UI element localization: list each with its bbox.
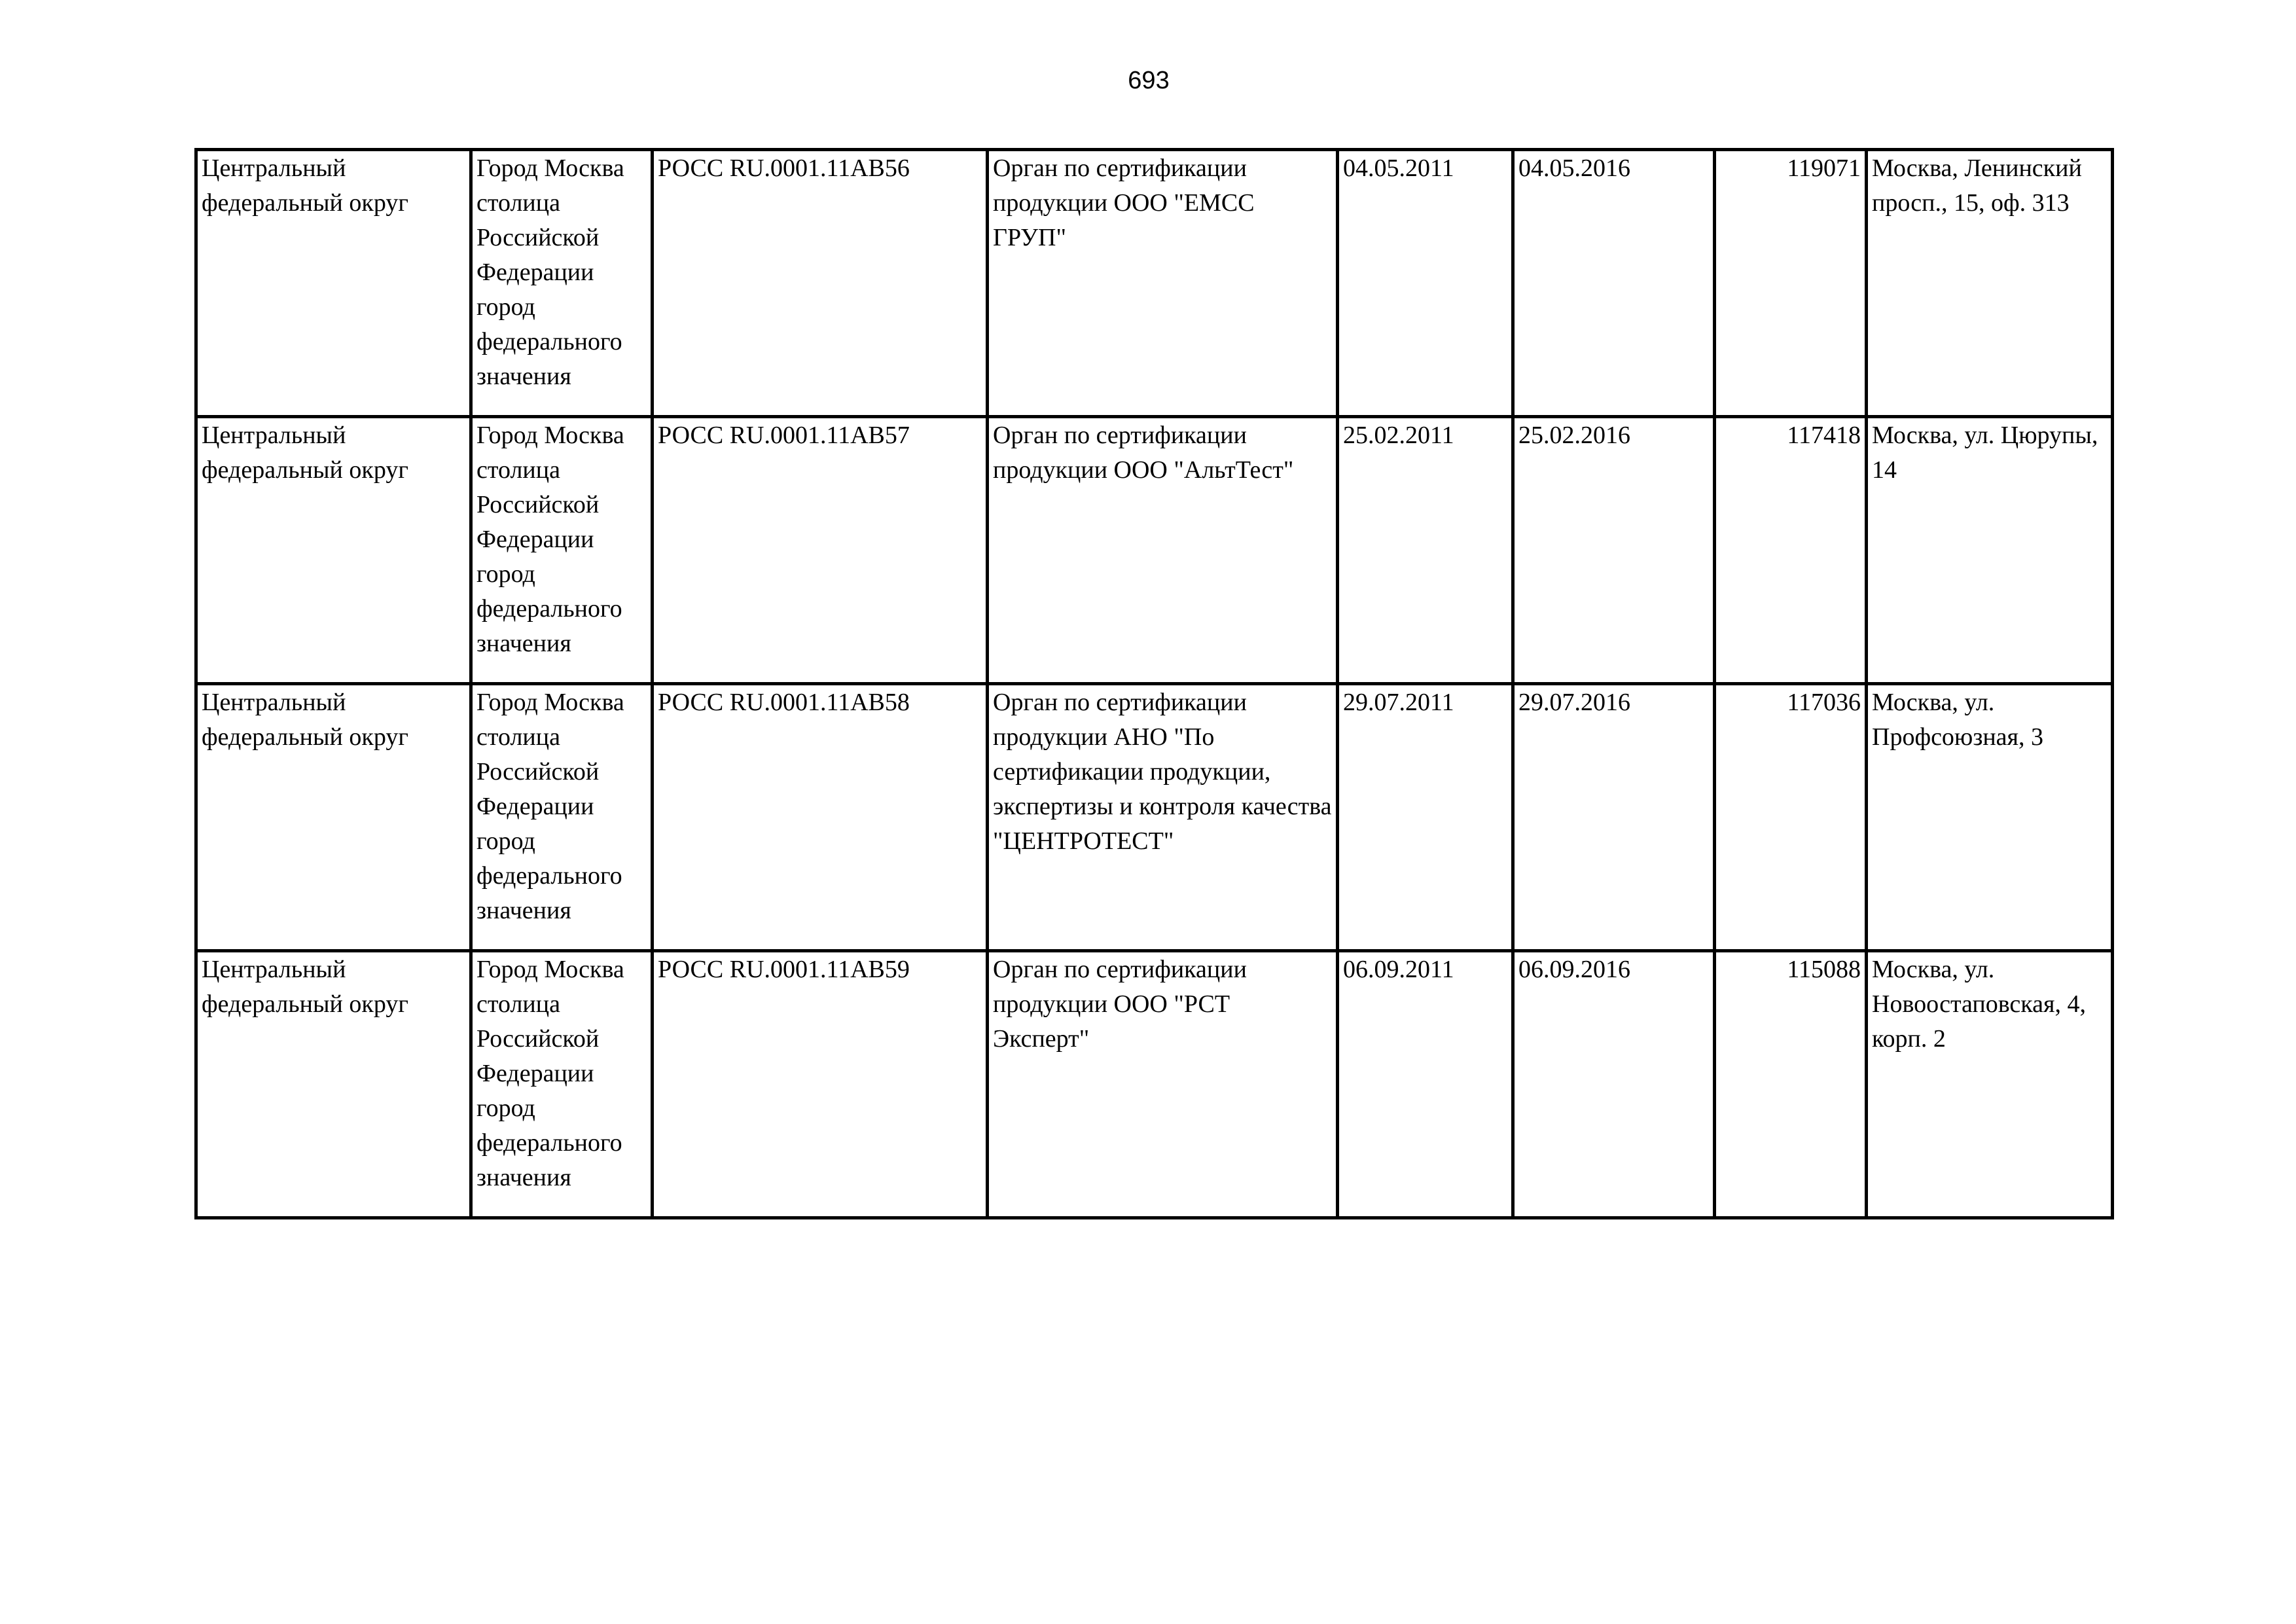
region-cell: Город Москва столица Российской Федерации город федерального значения — [471, 417, 653, 684]
table-row — [196, 951, 2113, 1218]
organization-cell: Орган по сертификации продукции ООО "ЕМСС ГРУП" — [988, 150, 1338, 417]
postal-code-cell: 115088 — [1715, 951, 1867, 1218]
page-number: 693 — [1128, 67, 1170, 94]
date-to-cell: 04.05.2016 — [1513, 150, 1715, 417]
certificate-code-cell: РОСС RU.0001.11АВ56 — [653, 150, 988, 417]
postal-code-cell: 117418 — [1715, 417, 1867, 684]
address-cell: Москва, Ленинский просп., 15, оф. 313 — [1867, 150, 2113, 417]
date-from-cell: 25.02.2011 — [1338, 417, 1513, 684]
organization-cell: Орган по сертификации продукции ООО "РСТ Эксперт" — [988, 951, 1338, 1218]
date-to-cell: 29.07.2016 — [1513, 684, 1715, 951]
table-row — [196, 150, 2113, 417]
certificate-code-cell: РОСС RU.0001.11АВ57 — [653, 417, 988, 684]
date-from-cell: 29.07.2011 — [1338, 684, 1513, 951]
certification-bodies-table — [194, 148, 2114, 1219]
address-cell: Москва, ул. Профсоюзная, 3 — [1867, 684, 2113, 951]
organization-cell: Орган по сертификации продукции ООО "АльтТест" — [988, 417, 1338, 684]
table-row — [196, 417, 2113, 684]
address-cell: Москва, ул. Цюрупы, 14 — [1867, 417, 2113, 684]
date-from-cell: 06.09.2011 — [1338, 951, 1513, 1218]
date-to-cell: 06.09.2016 — [1513, 951, 1715, 1218]
region-cell: Город Москва столица Российской Федерации город федерального значения — [471, 951, 653, 1218]
table-row — [196, 684, 2113, 951]
district-cell: Центральный федеральный округ — [196, 150, 471, 417]
region-cell: Город Москва столица Российской Федерации город федерального значения — [471, 150, 653, 417]
date-to-cell: 25.02.2016 — [1513, 417, 1715, 684]
postal-code-cell: 117036 — [1715, 684, 1867, 951]
certificate-code-cell: РОСС RU.0001.11АВ59 — [653, 951, 988, 1218]
district-cell: Центральный федеральный округ — [196, 684, 471, 951]
organization-cell: Орган по сертификации продукции АНО "По сертификации продукции, экспертизы и контроля качества "ЦЕНТРОТЕСТ" — [988, 684, 1338, 951]
district-cell: Центральный федеральный округ — [196, 951, 471, 1218]
postal-code-cell: 119071 — [1715, 150, 1867, 417]
date-from-cell: 04.05.2011 — [1338, 150, 1513, 417]
certificate-code-cell: РОСС RU.0001.11АВ58 — [653, 684, 988, 951]
district-cell: Центральный федеральный округ — [196, 417, 471, 684]
address-cell: Москва, ул. Новоостаповская, 4, корп. 2 — [1867, 951, 2113, 1218]
region-cell: Город Москва столица Российской Федерации город федерального значения — [471, 684, 653, 951]
